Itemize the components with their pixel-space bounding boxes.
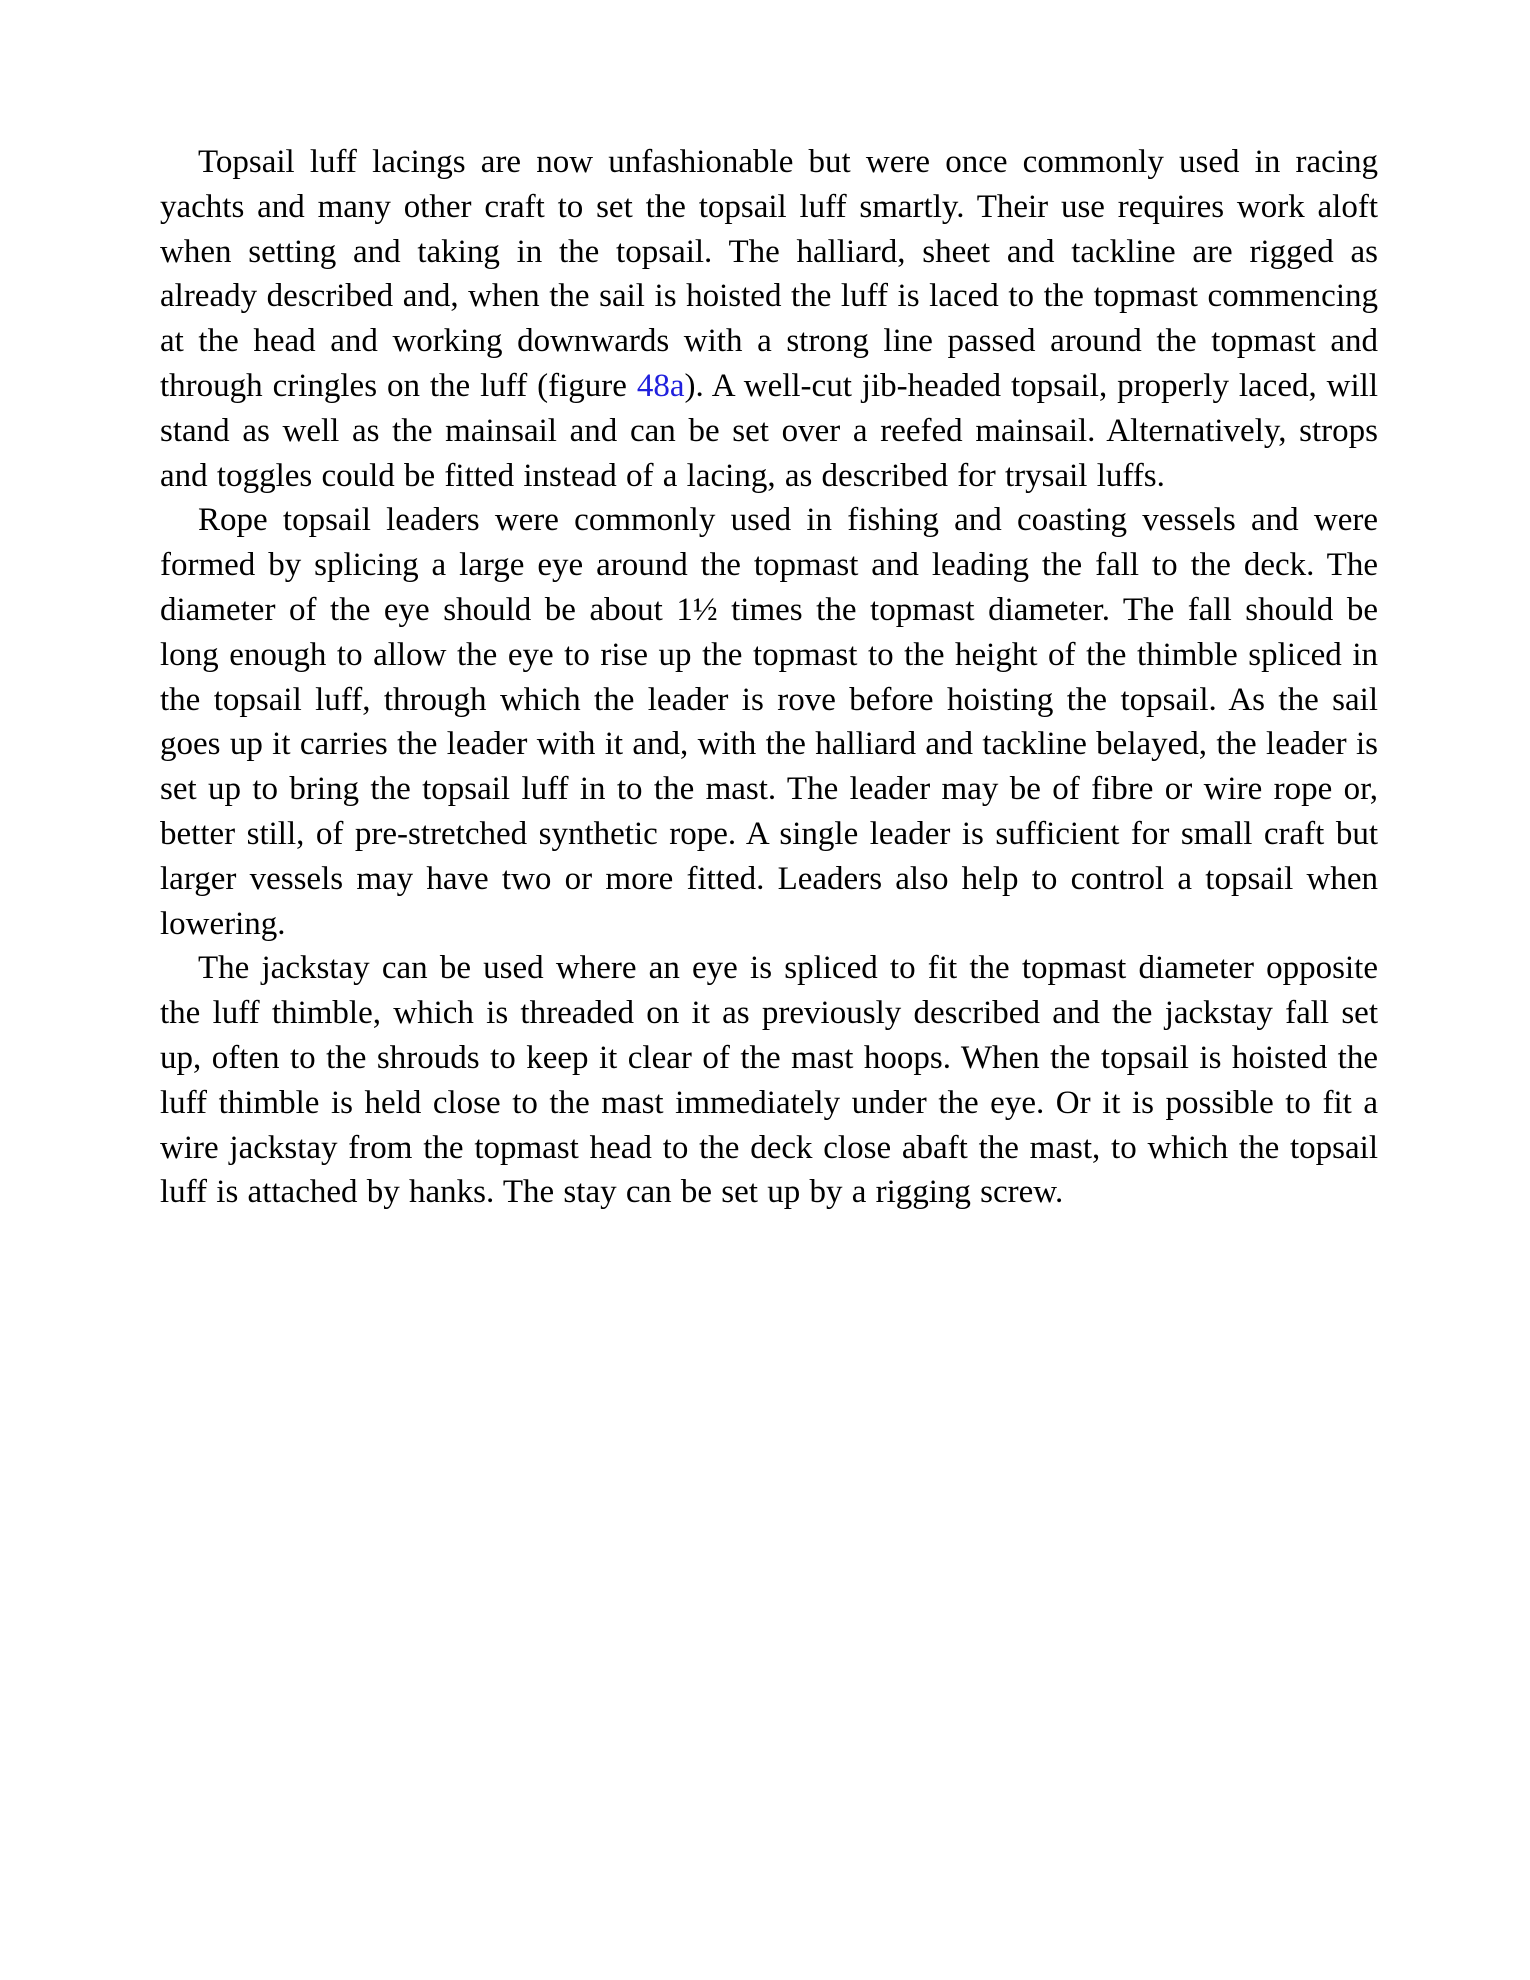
document-page bbox=[160, 140, 1378, 1215]
paragraph-rope-topsail-leaders: Rope topsail leaders were commonly used in fishing and coasting vessels and were formed by splicing a large eye around the topmast and leading the fall to the deck. The diameter of the eye should be about 1½ times the topmast diameter. The fall should be long enough to allow the eye to rise up the topmast to the height of the thimble spliced in the topsail luff, through which the leader is rove before hoisting the topsail. As the sail goes up it carries the leader with it and, with the halliard and tackline belayed, the leader is set up to bring the topsail luff in to the mast. The leader may be of fibre or wire rope or, better still, of pre-stretched synthetic rope. A single leader is sufficient for small craft but larger vessels may have two or more fitted. Leaders also help to control a topsail when lowering. bbox=[160, 502, 1378, 942]
paragraph-text: Topsail luff lacings are now unfashionable but were once commonly used in racing yachts and many other craft to set the topsail luff smartly. Their use requires work aloft when setting and taking in the topsail. The halliard, sheet and tackline are rigged as already described and, when the sail is hoisted the luff is laced to the topmast commencing at the head and working downwards with a strong line passed around the topmast and through cringles on the luff (figure bbox=[160, 144, 1378, 404]
paragraph-jackstay: The jackstay can be used where an eye is spliced to fit the topmast diameter opposite the luff thimble, which is threaded on it as previously described and the jackstay fall set up, often to the shrouds to keep it clear of the mast hoops. When the topsail is hoisted the luff thimble is held close to the mast immediately under the eye. Or it is possible to fit a wire jackstay from the topmast head to the deck close abaft the mast, to which the topsail luff is attached by hanks. The stay can be set up by a rigging screw. bbox=[160, 950, 1378, 1211]
paragraph-topsail-luff-lacings bbox=[160, 140, 1378, 498]
figure-48a-link[interactable]: 48a bbox=[636, 367, 685, 404]
paragraph-text: ). A well-cut jib-headed topsail, properly laced, will stand as well as the mainsail and can be set over a reefed mainsail. Alternatively, strops and toggles could be fitted instead of a lacing, as described for trysail luffs. bbox=[160, 367, 1378, 494]
